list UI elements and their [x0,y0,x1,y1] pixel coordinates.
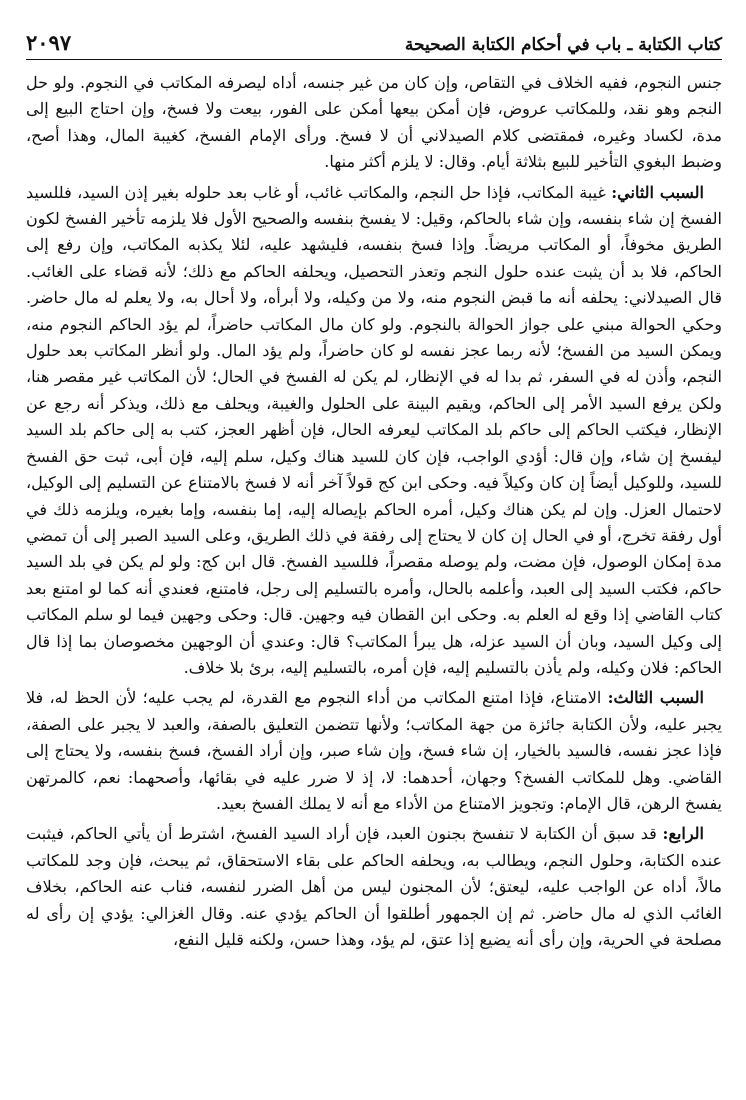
page-number: ٢٠٩٧ [26,30,72,55]
section-heading: السبب الثاني: [611,182,705,202]
paragraph [26,180,722,682]
paragraph-text: غيبة المكاتب، فإذا حل النجم، والمكاتب غائب، أو غاب بعد حلوله بغير إذن السيد، فللسيد الفسخ إن شاء بنفسه، وإن شاء بالحاكم، وقيل: لا يفسخ بنفسه والصحيح الأول فلا يلزمه تأخير الفسخ لكون الطريق مخوفاً، أو المكاتب مريضاً. وإذا فسخ بنفسه، فليشهد عليه، لئلا يكذبه المكاتب، وإن رفع إلى الحاكم، فلا بد أن يثبت عنده حلول النجم وتعذر التحصيل، ويحلفه الحاكم مع ذلك؛ لأنه قضاء على الغائب. قال الصيدلاني: يحلفه أنه ما قبض النجوم منه، ولا من وكيله، ولا أبرأه، ولا أحال به، ولا يعلم له مال حاضر. وحكي الحوالة مبني على جواز الحوالة بالنجوم. ولو كان مال المكاتب حاضراً، لم يؤد الحاكم النجوم منه، ويمكن السيد من الفسخ؛ لأنه ربما عجز نفسه لو كان حاضراً، ولم يؤد المال. ولو أنظر المكاتب بعد حلول النجم، وأذن له في السفر، ثم بدا له في الإنظار، لم يكن له الفسخ في الحال؛ لأن المكاتب غير مقصر هنا، ولكن يرفع السيد الأمر إلى الحاكم، ويقيم البينة على الحلول والغيبة، ويحلف مع ذلك، ويذكر أنه رجع عن الإنظار، فيكتب الحاكم إلى حاكم بلد المكاتب ليعرفه الحال، فإن أظهر العجز، كتب به إلى حاكم بلد السيد ليفسخ إن شاء، وإن قال: أؤدي الواجب، فإن كان للسيد هناك وكيل، سلم إليه، فإن أبى، ثبت حق الفسخ للسيد، وللوكيل أيضاً إن كان وكيلاً فيه. وحكى ابن كج قولاً آخر أنه لا فسخ بالامتناع عن التسليم إلى الوكيل، لاحتمال العزل. وإن لم يكن هناك وكيل، أمره الحاكم بإيصاله إليه، إما بنفسه، وإما بغيره، ويلزمه ذلك في أول رفقة تخرج، أو في الحال إن كان لا يحتاج إلى رفقة في ذلك الطريق، وعلى السيد الصبر إلى أن تمضي مدة إمكان الوصول، فإن مضت، ولم يوصله مقصراً، فللسيد الفسخ. قال ابن كج: ولو لم يكن في بلد السيد حاكم، فكتب السيد إلى العبد، وأعلمه بالحال، وأمره بالتسليم إلى رجل، فامتنع، فعندي أنه كما لو امتنع بعد كتاب القاضي إذا وقع له العلم به. وحكى ابن القطان فيه وجهين. قال: وحكى وجهين فيما لو سلم المكاتب إلى وكيل السيد، وبان أن السيد عزله، هل يبرأ المكاتب؟ قال: وعندي أن الوجهين مخصوصان بما إذا قال الحاكم: فلان وكيله، ولم يأذن بالتسليم إليه، فإن أمره، بالتسليم إليه، برئ بلا خلاف. [26,182,722,677]
page-header [26,30,722,60]
page-body [26,70,722,953]
paragraph-text: قد سبق أن الكتابة لا تنفسخ بجنون العبد، فإن أراد السيد الفسخ، اشترط أن يأتي الحاكم، فيثبت عنده الكتابة، وحلول النجم، ويطالب به، ويحلفه الحاكم على بقاء الاستحقاق، ثم يبحث، فإن وجد للمكاتب مالاً، أداه عن الواجب عليه، ليعتق؛ لأن المجنون ليس من أهل الضرر لنفسه، فناب عنه الحاكم، بخلاف الغائب الذي له مال حاضر. ثم إن الجمهور أطلقوا أن الحاكم يؤدي عنه. وقال الغزالي: يؤدي إن رأى له مصلحة في الحرية، وإن رأى أنه يضيع إذا عتق، لم يؤد، وهذا حسن، ولكنه قليل النفع، [26,824,723,949]
paragraph-text: جنس النجوم، ففيه الخلاف في التقاص، وإن كان من غير جنسه، أداه ليصرفه المكاتب في النجوم. ولو حل النجم وهو نقد، وللمكاتب عروض، فإن أمكن بيعها أمكن على الفور، بيعت ولا فسخ، وإن احتاج البيع إلى مدة، لكساد وغيره، فمقتضى كلام الصيدلاني أن لا فسخ. ورأى الإمام الفسخ، كغيبة المال، وهذا أصح، وضبط البغوي التأخير للبيع بثلاثة أيام. وقال: لا يلزم أكثر منها. [26,73,722,172]
paragraph-text: الامتناع، فإذا امتنع المكاتب من أداء النجوم مع القدرة، لم يجب عليه؛ لأن الحظ له، فلا يجبر عليه، ولأن الكتابة جائزة من جهة المكاتب؛ ولأنها تتضمن التعليق بالصفة، والعبد لا يجبر على الصفة، فإذا عجز نفسه، فالسيد بالخيار، إن شاء فسخ، وإن شاء صبر، وإن أراد الفسخ، فسخ بنفسه، ولا يحتاج إلى القاضي. وهل للمكاتب الفسخ؟ وجهان، أحدهما: لا، إذ لا ضرر عليه في بقائها، وأصحهما: نعم، كالمرتهن يفسخ الرهن، قال الإمام: وتجويز الامتناع من الأداء مع أنه لا يملك الفسخ بعيد. [26,688,722,813]
paragraph [26,821,722,953]
running-title: كتاب الكتابة ـ باب في أحكام الكتابة الصحيحة [404,35,722,55]
section-heading: الرابع: [662,824,704,844]
paragraph [26,685,722,817]
section-heading: السبب الثالث: [607,688,704,708]
paragraph [26,70,722,176]
